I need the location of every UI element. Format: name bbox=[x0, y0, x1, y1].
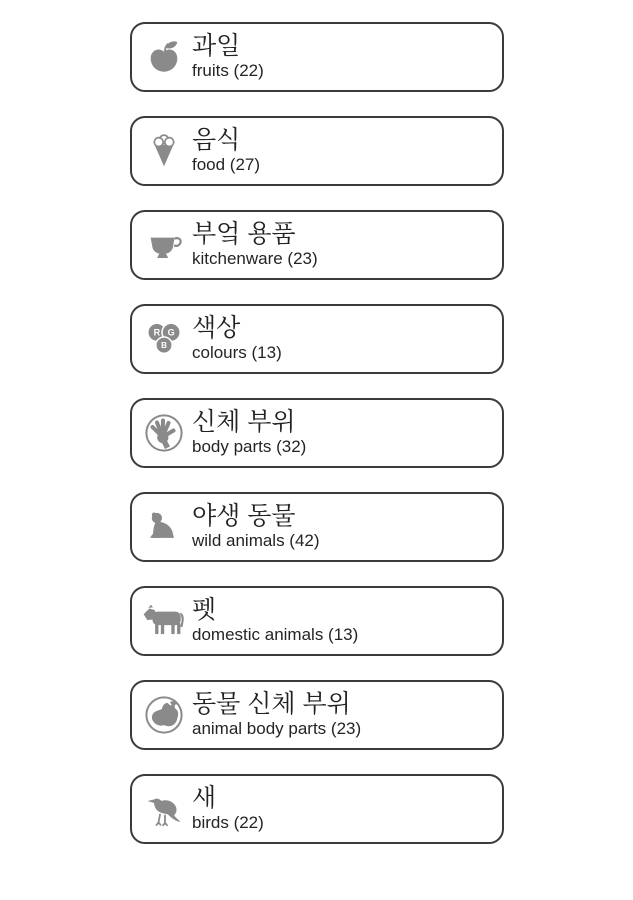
category-korean-title: 부엌 용품 bbox=[192, 220, 296, 249]
category-card-food[interactable] bbox=[130, 116, 504, 186]
category-english-subtitle: birds (22) bbox=[192, 813, 264, 833]
category-english-subtitle: kitchenware (23) bbox=[192, 249, 318, 269]
category-english-subtitle: fruits (22) bbox=[192, 61, 264, 81]
svg-text:B: B bbox=[161, 341, 167, 351]
category-texts bbox=[192, 126, 260, 175]
category-english-subtitle: domestic animals (13) bbox=[192, 625, 359, 645]
category-texts bbox=[192, 220, 318, 269]
category-texts bbox=[192, 32, 264, 81]
category-texts bbox=[192, 314, 282, 363]
category-korean-title: 색상 bbox=[192, 314, 241, 343]
category-korean-title: 과일 bbox=[192, 32, 241, 61]
category-texts bbox=[192, 784, 264, 833]
category-english-subtitle: colours (13) bbox=[192, 343, 282, 363]
category-english-subtitle: wild animals (42) bbox=[192, 531, 320, 551]
category-korean-title: 신체 부위 bbox=[192, 408, 296, 437]
category-english-subtitle: body parts (32) bbox=[192, 437, 307, 457]
cow-icon bbox=[141, 598, 187, 644]
category-texts bbox=[192, 502, 320, 551]
category-texts bbox=[192, 596, 358, 645]
ice-cream-icon bbox=[141, 128, 187, 174]
category-english-subtitle: animal body parts (23) bbox=[192, 719, 362, 739]
bird-icon bbox=[141, 786, 187, 832]
rgb-colors-icon bbox=[141, 316, 187, 362]
category-korean-title: 동물 신체 부위 bbox=[192, 690, 351, 719]
animal-head-icon bbox=[141, 692, 187, 738]
category-card-animal-body-parts[interactable] bbox=[130, 680, 504, 750]
category-card-fruits[interactable] bbox=[130, 22, 504, 92]
category-korean-title: 펫 bbox=[192, 596, 217, 625]
category-card-colours[interactable] bbox=[130, 304, 504, 374]
cup-icon bbox=[141, 222, 187, 268]
category-korean-title: 음식 bbox=[192, 126, 241, 155]
category-card-domestic-animals[interactable] bbox=[130, 586, 504, 656]
category-card-birds[interactable] bbox=[130, 774, 504, 844]
category-texts bbox=[192, 690, 361, 739]
category-card-body-parts[interactable] bbox=[130, 398, 504, 468]
svg-text:G: G bbox=[167, 327, 175, 338]
hand-icon bbox=[141, 410, 187, 456]
category-card-wild-animals[interactable] bbox=[130, 492, 504, 562]
category-korean-title: 야생 동물 bbox=[192, 502, 296, 531]
category-english-subtitle: food (27) bbox=[192, 155, 261, 175]
category-korean-title: 새 bbox=[192, 784, 217, 813]
category-card-kitchenware[interactable] bbox=[130, 210, 504, 280]
apple-icon bbox=[141, 34, 187, 80]
wild-animal-icon bbox=[141, 504, 187, 550]
category-texts bbox=[192, 408, 306, 457]
category-list bbox=[130, 22, 504, 844]
svg-text:R: R bbox=[153, 327, 161, 338]
